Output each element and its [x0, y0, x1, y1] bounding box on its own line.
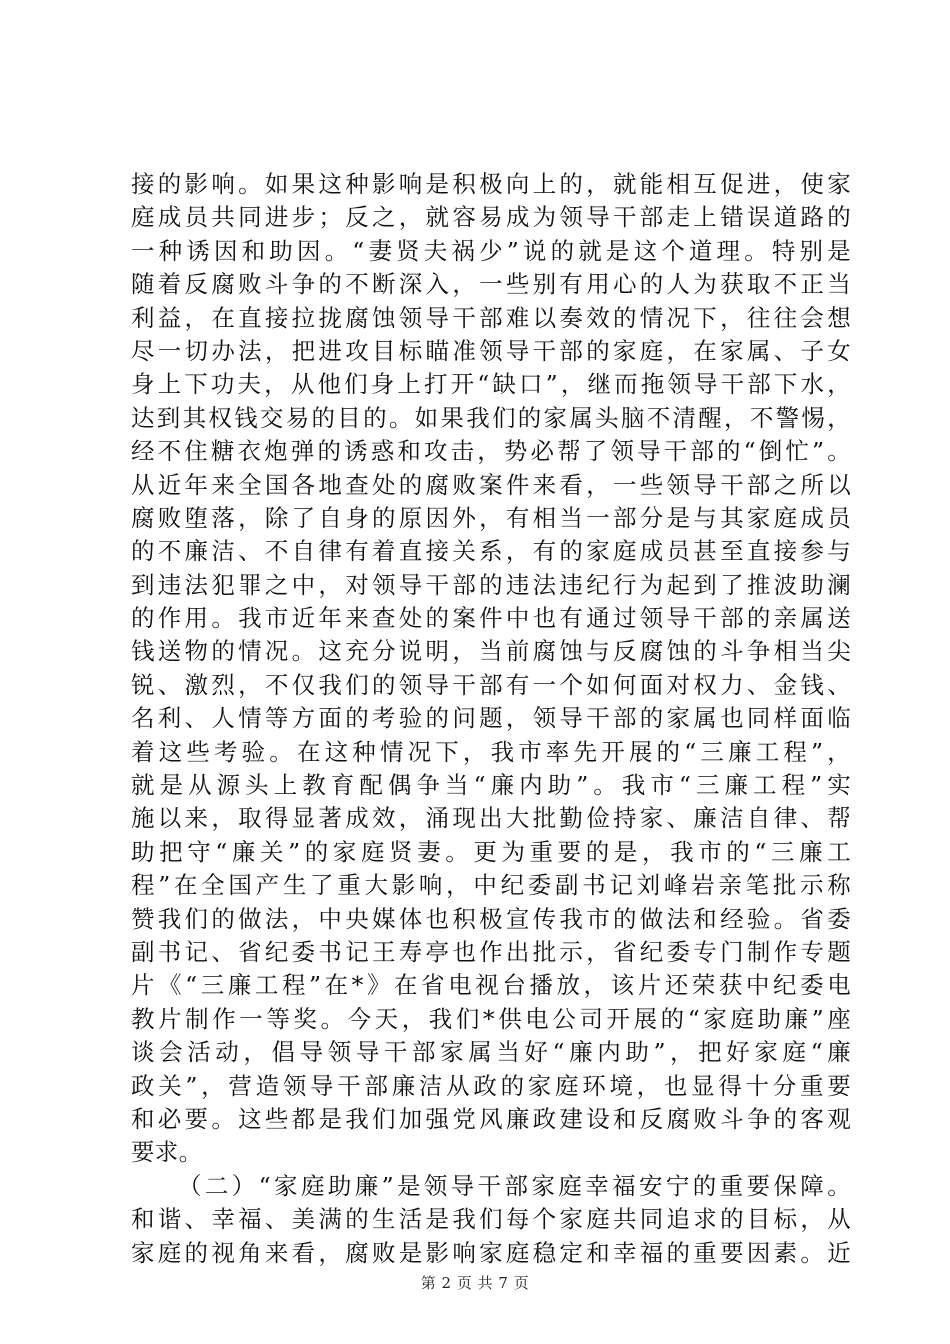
text-line: 达到其权钱交易的目的。如果我们的家属头脑不清醒，不警惕，	[131, 403, 851, 432]
text-line: 从近年来全国各地查处的腐败案件来看，一些领导干部之所以	[131, 470, 851, 499]
text-line: 尽一切办法，把进攻目标瞄准领导干部的家庭，在家属、子女	[131, 336, 851, 365]
text-line: 施以来，取得显著成效，涌现出大批勤俭持家、廉洁自律、帮	[131, 804, 851, 833]
section-heading-line: （二）“家庭助廉”是领导干部家庭幸福安宁的重要保障。	[178, 1171, 851, 1200]
text-line: 腐败堕落，除了自身的原因外，有相当一部分是与其家庭成员	[131, 503, 851, 532]
text-line: 一种诱因和助因。“妻贤夫祸少”说的就是这个道理。特别是	[131, 236, 851, 265]
text-line: 家庭的视角来看，腐败是影响家庭稳定和幸福的重要因素。近	[131, 1238, 851, 1267]
text-line: 谈会活动，倡导领导干部家属当好“廉内助”，把好家庭“廉	[131, 1038, 851, 1067]
text-line: 的不廉洁、不自律有着直接关系，有的家庭成员甚至直接参与	[131, 537, 851, 566]
page-number-footer: 第 2 页 共 7 页	[420, 1274, 530, 1292]
text-line: 名利、人情等方面的考验的问题，领导干部的家属也同样面临	[131, 704, 851, 733]
text-line: 副书记、省纪委书记王寿亭也作出批示，省纪委专门制作专题	[131, 937, 851, 966]
text-line: 经不住糖衣炮弹的诱惑和攻击，势必帮了领导干部的“倒忙”。	[131, 437, 851, 466]
text-line: 的作用。我市近年来查处的案件中也有通过领导干部的亲属送	[131, 604, 851, 633]
text-line: 着这些考验。在这种情况下，我市率先开展的“三廉工程”，	[131, 737, 851, 766]
text-line: 利益，在直接拉拢腐蚀领导干部难以奏效的情况下，往往会想	[131, 303, 851, 332]
body-text	[131, 168, 851, 1270]
text-line: 政关”，营造领导干部廉洁从政的家庭环境，也显得十分重要	[131, 1071, 851, 1100]
text-line: 钱送物的情况。这充分说明，当前腐蚀与反腐蚀的斗争相当尖	[131, 637, 851, 666]
text-line: 到违法犯罪之中，对领导干部的违法违纪行为起到了推波助澜	[131, 570, 851, 599]
text-line: 庭成员共同进步；反之，就容易成为领导干部走上错误道路的	[131, 203, 851, 232]
text-line: 身上下功夫，从他们身上打开“缺口”，继而拖领导干部下水，	[131, 370, 851, 399]
text-line: 教片制作一等奖。今天，我们*供电公司开展的“家庭助廉”座	[131, 1004, 851, 1033]
text-line: 助把守“廉关”的家庭贤妻。更为重要的是，我市的“三廉工	[131, 837, 851, 866]
text-line: 赞我们的做法，中央媒体也积极宣传我市的做法和经验。省委	[131, 904, 851, 933]
text-line: 和谐、幸福、美满的生活是我们每个家庭共同追求的目标，从	[131, 1205, 851, 1234]
text-line: 接的影响。如果这种影响是积极向上的，就能相互促进，使家	[131, 170, 851, 198]
text-line: 随着反腐败斗争的不断深入，一些别有用心的人为获取不正当	[131, 270, 851, 299]
text-line: 要求。	[131, 1138, 203, 1167]
text-line: 就是从源头上教育配偶争当“廉内助”。我市“三廉工程”实	[131, 771, 851, 800]
text-line: 片《“三廉工程”在*》在省电视台播放，该片还荣获中纪委电	[131, 971, 851, 1000]
text-line: 和必要。这些都是我们加强党风廉政建设和反腐败斗争的客观	[131, 1104, 851, 1133]
text-line: 程”在全国产生了重大影响，中纪委副书记刘峰岩亲笔批示称	[131, 871, 851, 900]
text-line: 锐、激烈，不仅我们的领导干部有一个如何面对权力、金钱、	[131, 670, 851, 699]
